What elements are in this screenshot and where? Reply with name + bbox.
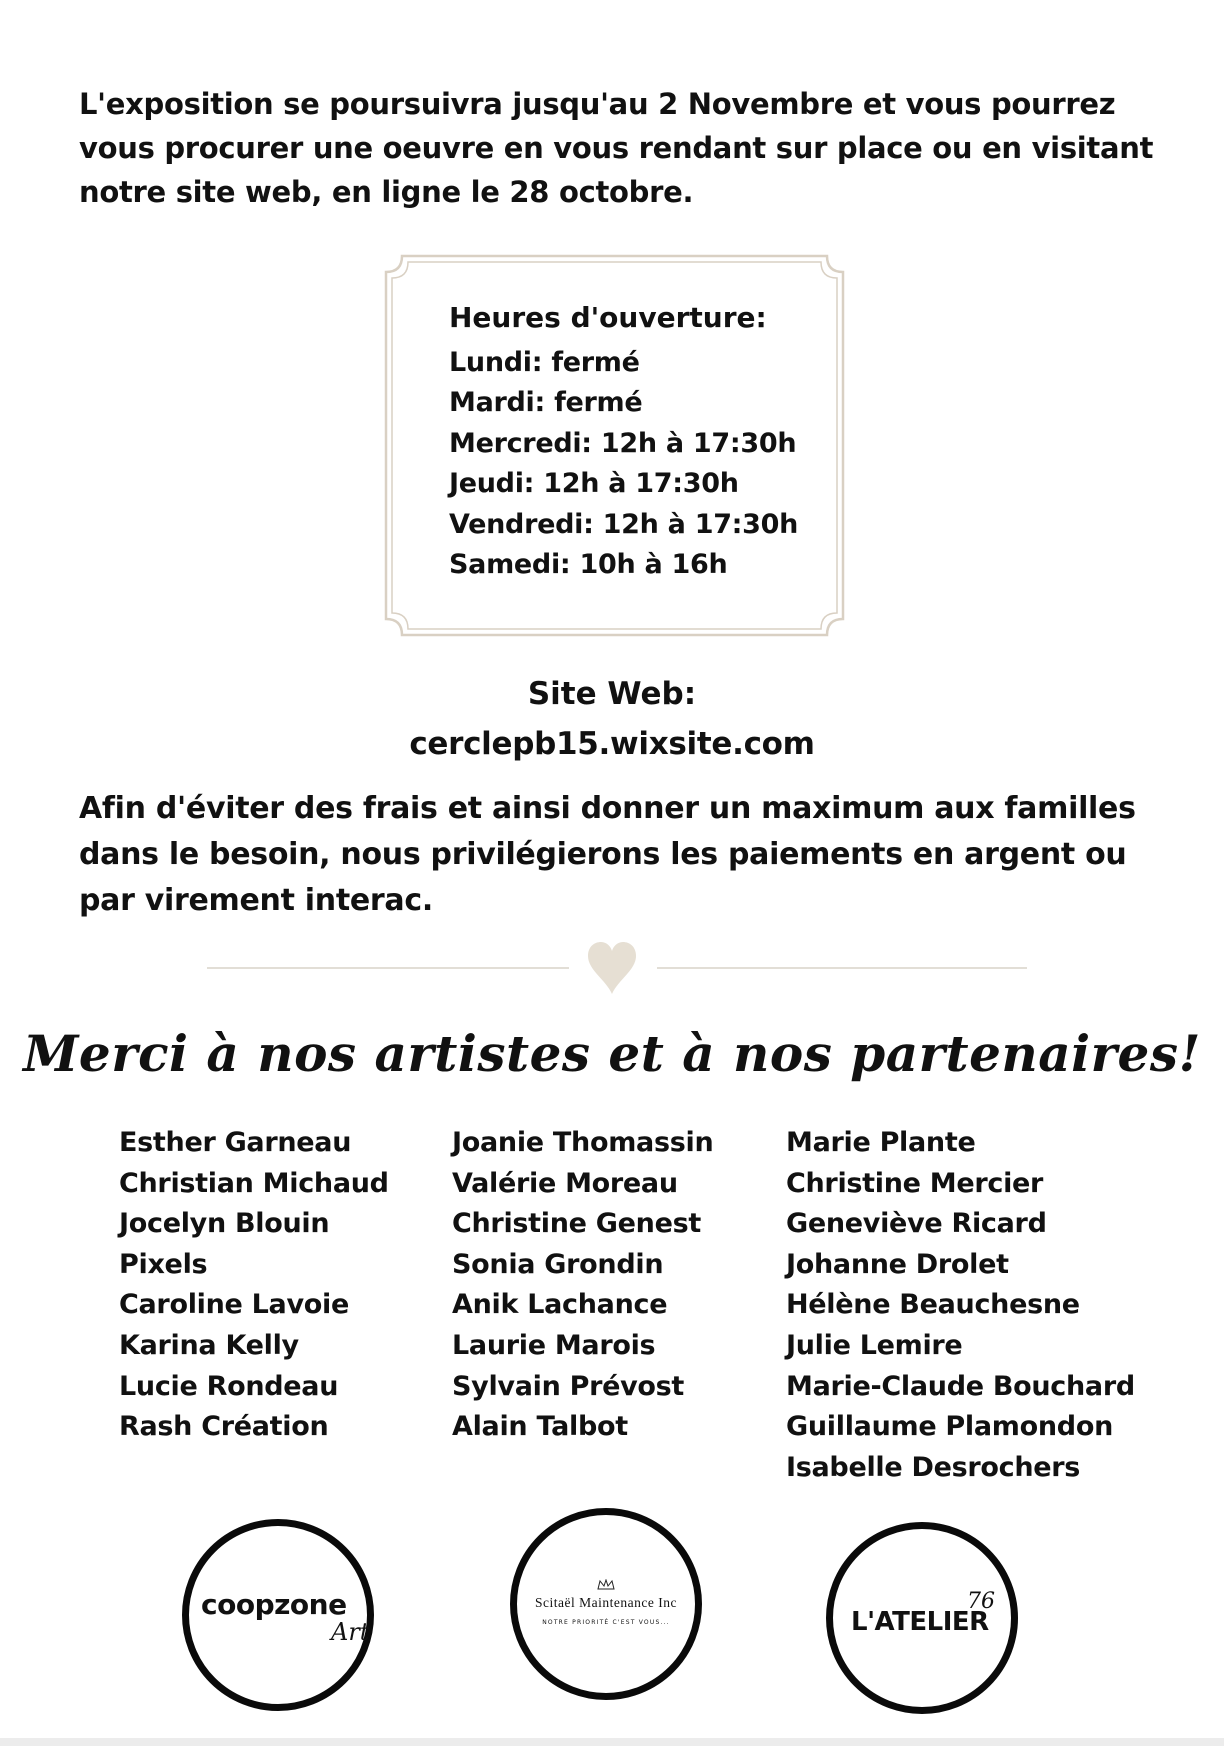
scitael-tagline: NOTRE PRIORITÉ C'EST VOUS... [542,1619,670,1626]
artist-name: Marie Plante [786,1127,976,1158]
artist-name: Sonia Grondin [452,1248,664,1280]
heart-icon [586,940,638,996]
atelier-name: L'ATELIER [851,1607,989,1637]
hours-line-monday: Lundi: fermé [449,346,640,378]
artist-name: Rash Création [119,1411,329,1443]
artist-name: Marie-Claude Bouchard [786,1370,1135,1402]
atelier-logo [826,1522,1018,1714]
artist-name: Christian Michaud [119,1167,389,1199]
crown-icon [597,1579,615,1591]
artist-name: Christine Genest [452,1208,701,1240]
artist-name: Christine Mercier [786,1167,1044,1199]
artists-column-1 [119,1123,389,1448]
artist-name: Joanie Thomassin [452,1127,714,1158]
hours-line-thursday: Jeudi: 12h à 17:30h [449,468,739,499]
artist-name: Jocelyn Blouin [119,1208,330,1240]
artist-name: Guillaume Plamondon [786,1411,1114,1443]
artist-name: Valérie Moreau [452,1167,678,1199]
artist-name: Alain Talbot [452,1411,628,1443]
intro-paragraph: L'exposition se poursuivra jusqu'au 2 Novembre et vous pourrez vous procurer une oeuvre en vous rendant sur place ou en visitant notre site web, en ligne le 28 octobre. [79,87,1154,209]
artist-name: Johanne Drolet [786,1248,1009,1280]
artist-name: Sylvain Prévost [452,1370,685,1402]
hours-line-saturday: Samedi: 10h à 16h [449,549,728,580]
artist-name: Karina Kelly [119,1329,299,1361]
artist-name: Laurie Marois [452,1329,656,1361]
hours-line-tuesday: Mardi: fermé [449,387,643,418]
artist-name: Isabelle Desrochers [786,1451,1081,1483]
coopzone-sub: Art [331,1618,370,1646]
artist-name: Anik Lachance [452,1289,668,1321]
coopzone-name: coopzone [201,1588,347,1621]
divider-right [657,967,1027,969]
artist-name: Hélène Beauchesne [786,1289,1080,1321]
scitael-name: Scitaël Maintenance Inc [535,1595,677,1610]
thanks-heading: Merci à nos artistes et à nos partenaires! [23,1024,1201,1083]
hours-line-wednesday: Mercredi: 12h à 17:30h [449,427,797,459]
scitael-logo [510,1508,702,1700]
artist-name: Caroline Lavoie [119,1289,349,1321]
payment-paragraph: Afin d'éviter des frais et ainsi donner un maximum aux familles dans le besoin, nous privilégierons les paiements en argent ou par virement interac. [79,791,1136,918]
atelier-number: 76 [967,1589,995,1614]
artist-name: Geneviève Ricard [786,1208,1047,1240]
artists-column-2 [452,1123,713,1448]
artist-name: Pixels [119,1248,208,1280]
artists-column-3 [786,1123,1135,1488]
artist-name: Esther Garneau [119,1127,352,1158]
divider-left [207,967,569,969]
site-url-link[interactable]: cerclepb15.wixsite.com [409,726,815,762]
site-label: Site Web: [527,676,697,712]
hours-line-friday: Vendredi: 12h à 17:30h [449,508,799,540]
bottom-edge [0,1738,1224,1746]
hours-title: Heures d'ouverture: [449,301,767,334]
artist-name: Lucie Rondeau [119,1370,339,1402]
opening-hours-box [384,254,845,637]
artist-name: Julie Lemire [786,1329,963,1361]
coopzone-logo [182,1519,374,1711]
